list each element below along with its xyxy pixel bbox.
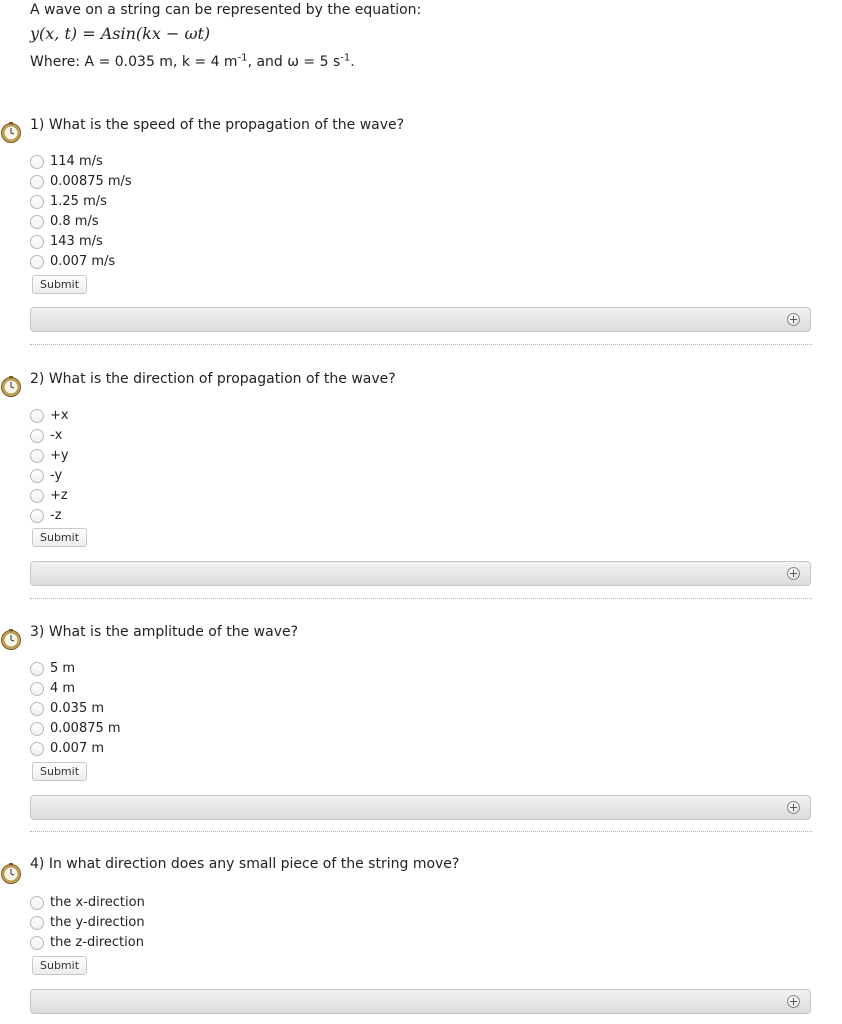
radio-button[interactable] <box>30 155 44 169</box>
option-label: -x <box>50 428 63 443</box>
answer-option[interactable] <box>30 699 121 719</box>
stopwatch-icon <box>0 862 22 884</box>
submit-button[interactable]: Submit <box>32 956 87 975</box>
option-label: 0.8 m/s <box>50 214 99 229</box>
plus-circle-icon[interactable] <box>787 313 800 326</box>
option-label: +z <box>50 488 68 503</box>
feedback-bar[interactable] <box>30 307 811 332</box>
option-label: -y <box>50 468 63 483</box>
given-values-mid: , and ω = 5 s <box>247 54 341 70</box>
option-label: 0.00875 m/s <box>50 174 132 189</box>
question-title: 1) What is the speed of the propagation of the wave? <box>30 117 405 133</box>
radio-button[interactable] <box>30 429 44 443</box>
option-label: the x-direction <box>50 895 145 910</box>
answer-options <box>30 152 132 272</box>
answer-options <box>30 406 69 526</box>
omega-exponent: -1 <box>340 52 351 64</box>
submit-button[interactable]: Submit <box>32 275 87 294</box>
option-label: 143 m/s <box>50 234 103 249</box>
question-title: 3) What is the amplitude of the wave? <box>30 624 299 640</box>
option-label: the y-direction <box>50 915 145 930</box>
intro-text: A wave on a string can be represented by the equation: <box>30 2 422 18</box>
radio-button[interactable] <box>30 215 44 229</box>
stopwatch-icon <box>0 375 22 397</box>
given-values-end: . <box>350 54 355 70</box>
radio-button[interactable] <box>30 509 44 523</box>
answer-option[interactable] <box>30 426 69 446</box>
answer-option[interactable] <box>30 506 69 526</box>
option-label: the z-direction <box>50 935 144 950</box>
option-label: 5 m <box>50 661 76 676</box>
radio-button[interactable] <box>30 255 44 269</box>
radio-button[interactable] <box>30 682 44 696</box>
answer-option[interactable] <box>30 913 145 933</box>
feedback-bar[interactable] <box>30 795 811 820</box>
answer-option[interactable] <box>30 192 132 212</box>
wave-equation: y(x, t) = Asin(kx − ωt) <box>30 24 211 43</box>
radio-button[interactable] <box>30 409 44 423</box>
feedback-bar[interactable] <box>30 561 811 586</box>
answer-option[interactable] <box>30 933 145 953</box>
divider <box>30 344 812 345</box>
answer-option[interactable] <box>30 406 69 426</box>
given-values <box>30 52 355 72</box>
answer-option[interactable] <box>30 739 121 759</box>
radio-button[interactable] <box>30 896 44 910</box>
option-label: 0.007 m <box>50 741 105 756</box>
radio-button[interactable] <box>30 722 44 736</box>
option-label: 114 m/s <box>50 154 103 169</box>
option-label: -z <box>50 508 62 523</box>
question-title: 2) What is the direction of propagation of the wave? <box>30 371 396 387</box>
option-label: +y <box>50 448 69 463</box>
radio-button[interactable] <box>30 742 44 756</box>
stopwatch-icon <box>0 121 22 143</box>
answer-option[interactable] <box>30 486 69 506</box>
answer-option[interactable] <box>30 446 69 466</box>
option-label: +x <box>50 408 69 423</box>
plus-circle-icon[interactable] <box>787 801 800 814</box>
question-title: 4) In what direction does any small piece of the string move? <box>30 856 460 872</box>
answer-options <box>30 893 145 953</box>
answer-option[interactable] <box>30 893 145 913</box>
answer-option[interactable] <box>30 659 121 679</box>
answer-option[interactable] <box>30 152 132 172</box>
radio-button[interactable] <box>30 469 44 483</box>
plus-circle-icon[interactable] <box>787 995 800 1008</box>
answer-option[interactable] <box>30 172 132 192</box>
option-label: 0.00875 m <box>50 721 121 736</box>
option-label: 0.007 m/s <box>50 254 116 269</box>
answer-option[interactable] <box>30 679 121 699</box>
option-label: 1.25 m/s <box>50 194 107 209</box>
divider <box>30 831 812 832</box>
answer-option[interactable] <box>30 252 132 272</box>
divider <box>30 598 812 599</box>
given-values-prefix: Where: A = 0.035 m, k = 4 m <box>30 54 238 70</box>
plus-circle-icon[interactable] <box>787 567 800 580</box>
submit-button[interactable]: Submit <box>32 762 87 781</box>
radio-button[interactable] <box>30 662 44 676</box>
stopwatch-icon <box>0 628 22 650</box>
feedback-bar[interactable] <box>30 989 811 1014</box>
answer-option[interactable] <box>30 719 121 739</box>
radio-button[interactable] <box>30 489 44 503</box>
option-label: 4 m <box>50 681 76 696</box>
radio-button[interactable] <box>30 449 44 463</box>
answer-option[interactable] <box>30 466 69 486</box>
answer-option[interactable] <box>30 212 132 232</box>
option-label: 0.035 m <box>50 701 105 716</box>
radio-button[interactable] <box>30 916 44 930</box>
radio-button[interactable] <box>30 175 44 189</box>
answer-options <box>30 659 121 759</box>
radio-button[interactable] <box>30 702 44 716</box>
radio-button[interactable] <box>30 195 44 209</box>
submit-button[interactable]: Submit <box>32 528 87 547</box>
radio-button[interactable] <box>30 235 44 249</box>
radio-button[interactable] <box>30 936 44 950</box>
answer-option[interactable] <box>30 232 132 252</box>
k-exponent: -1 <box>237 52 248 64</box>
